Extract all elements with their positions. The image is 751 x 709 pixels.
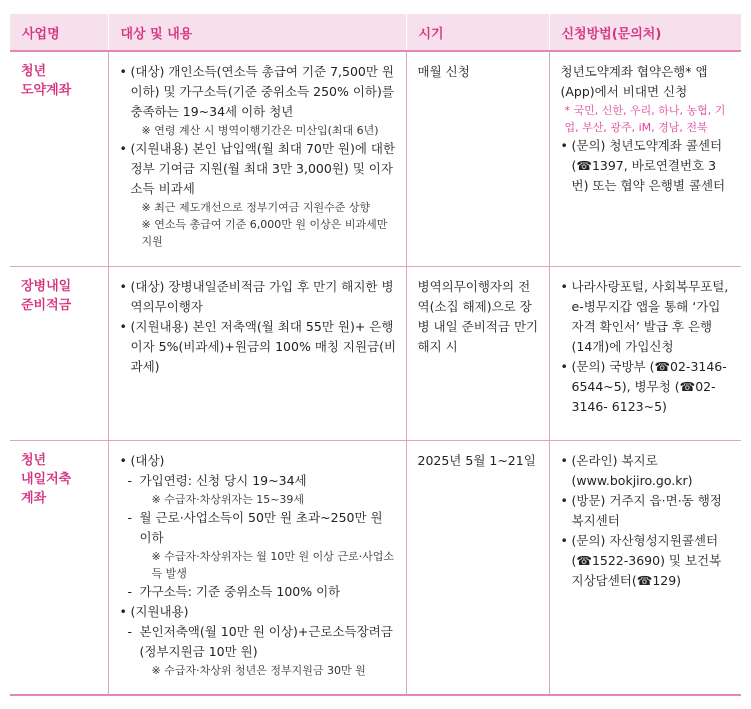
apply-text: (문의) 자산형성지원콜센터 (☎1522-3690) 및 보건복지상담센터(☎129)	[571, 533, 722, 588]
apply-text: 나라사랑포털, 사회복무포털, e-병무지갑 앱을 통해 ‘가입 자격 확인서’ 발급 후 은행 (14개)에 가입신청	[571, 279, 729, 354]
content-bullet-item	[120, 451, 398, 471]
content-text: (지원내용)	[130, 604, 189, 619]
content-text: (대상)	[130, 453, 165, 468]
apply-text: (문의) 국방부 (☎02-3146-6544~5), 병무청 (☎02-3146- 6123~5)	[571, 359, 727, 414]
content-text: ※ 수급자·차상위 청년은 정부지원금 30만 원	[151, 664, 366, 677]
program-name: 청년 내일저축 계좌	[21, 453, 72, 506]
content-cell	[108, 51, 406, 267]
content-note	[120, 548, 398, 582]
bullet-dot: •	[119, 64, 127, 79]
content-text: (지원내용) 본인 저축액(월 최대 55만 원)+ 은행이자 5%(비과세)+원금의 100% 매칭 지원금(비과세)	[130, 319, 397, 374]
content-text: (지원내용) 본인 납입액(월 최대 70만 원)에 대한 정부 기여금 지원(월 최대 3만 3,000원) 및 이자소득 비과세	[130, 141, 396, 196]
table-row	[10, 51, 741, 267]
period-text: 병역의무이행자의 전역(소집 해제)으로 장병 내일 준비적금 만기 해지 시	[417, 279, 539, 354]
bullet-dot: •	[119, 141, 127, 156]
content-text: 본인저축액(월 10만 원 이상)+근로소득장려금 (정부지원금 10만 원)	[139, 624, 393, 659]
bullet-dot: •	[119, 604, 127, 619]
header-period: 시기	[406, 14, 549, 51]
table-row	[10, 267, 741, 441]
apply-text: (온라인) 복지로 (www.bokjiro.go.kr)	[571, 453, 693, 488]
dash-marker: -	[127, 584, 133, 599]
apply-bullet-item	[561, 357, 734, 417]
content-text: ※ 연소득 총급여 기준 6,000만 원 이상은 비과세만 지원	[141, 218, 388, 248]
content-text: ※ 연령 계산 시 병역이행기간은 미산입(최대 6년)	[141, 124, 379, 137]
content-note	[120, 216, 398, 250]
program-name: 청년 도약계좌	[21, 64, 72, 98]
apply-main-text: 청년도약계좌 협약은행* 앱(App)에서 비대면 신청	[560, 64, 708, 99]
content-sub-item	[120, 471, 398, 491]
bullet-dot: •	[560, 138, 568, 153]
bullet-dot: •	[560, 493, 568, 508]
bank-list-note: * 국민, 신한, 우리, 하나, 농협, 기업, 부산, 광주, iM, 경남, 전북	[564, 104, 726, 134]
content-cell	[108, 441, 406, 696]
content-note	[120, 199, 398, 216]
period-cell	[406, 441, 549, 696]
content-sub-item	[120, 508, 398, 548]
content-cell	[108, 267, 406, 441]
content-bullet-item	[120, 62, 398, 122]
period-text: 매월 신청	[417, 64, 470, 79]
apply-text: (문의) 청년도약계좌 콜센터 (☎1397, 바로연결번호 3번) 또는 협약 은행별 콜센터	[571, 138, 726, 193]
bullet-dot: •	[560, 533, 568, 548]
bullet-dot: •	[560, 453, 568, 468]
content-text: 가구소득: 기준 중위소득 100% 이하	[139, 584, 341, 599]
table-row	[10, 441, 741, 696]
content-sub-item	[120, 582, 398, 602]
content-note	[120, 662, 398, 679]
program-name-cell	[10, 267, 108, 441]
content-text: (대상) 개인소득(연소득 총급여 기준 7,500만 원 이하) 및 가구소득(기준 중위소득 250% 이하)를 충족하는 19~34세 이하 청년	[130, 64, 394, 119]
content-text: ※ 수급자·차상위자는 월 10만 원 이상 근로·사업소득 발생	[151, 550, 394, 580]
period-text: 2025년 5월 1~21일	[417, 453, 536, 468]
apply-cell	[549, 51, 741, 267]
bullet-dot: •	[119, 279, 127, 294]
bullet-dot: •	[560, 359, 568, 374]
apply-cell	[549, 267, 741, 441]
content-sub-item	[120, 622, 398, 662]
content-note	[120, 122, 398, 139]
bullet-dot: •	[119, 319, 127, 334]
content-bullet-item	[120, 277, 398, 317]
period-cell	[406, 51, 549, 267]
dash-marker: -	[127, 624, 133, 639]
content-note	[120, 491, 398, 508]
header-target-content: 대상 및 내용	[108, 14, 406, 51]
dash-marker: -	[127, 510, 133, 525]
content-bullet-item	[120, 139, 398, 199]
apply-bullet-item	[561, 451, 734, 491]
content-text: ※ 최근 제도개선으로 정부기여금 지원수준 상향	[141, 201, 371, 214]
header-apply-method: 신청방법(문의처)	[549, 14, 741, 51]
content-text: 가입연령: 신청 당시 19~34세	[139, 473, 307, 488]
header-program-name: 사업명	[10, 14, 108, 51]
period-cell	[406, 267, 549, 441]
content-text: (대상) 장병내일준비적금 가입 후 만기 해지한 병역의무이행자	[130, 279, 394, 314]
content-bullet-item	[120, 317, 398, 377]
apply-bullet-item	[561, 531, 734, 591]
header-row	[10, 14, 741, 51]
apply-bullet-item	[561, 491, 734, 531]
apply-cell	[549, 441, 741, 696]
dash-marker: -	[127, 473, 133, 488]
content-bullet-item	[120, 602, 398, 622]
apply-bullet-item	[561, 277, 734, 357]
content-text: ※ 수급자·차상위자는 15~39세	[151, 493, 305, 506]
bullet-dot: •	[560, 279, 568, 294]
bullet-dot: •	[119, 453, 127, 468]
program-name-cell	[10, 441, 108, 696]
apply-text: (방문) 거주지 읍·면·동 행정복지센터	[571, 493, 722, 528]
program-name-cell	[10, 51, 108, 267]
apply-bullet-item	[561, 136, 734, 196]
program-table	[10, 14, 741, 696]
program-name: 장병내일 준비적금	[21, 279, 72, 313]
content-text: 월 근로·사업소득이 50만 원 초과~250만 원 이하	[139, 510, 383, 545]
